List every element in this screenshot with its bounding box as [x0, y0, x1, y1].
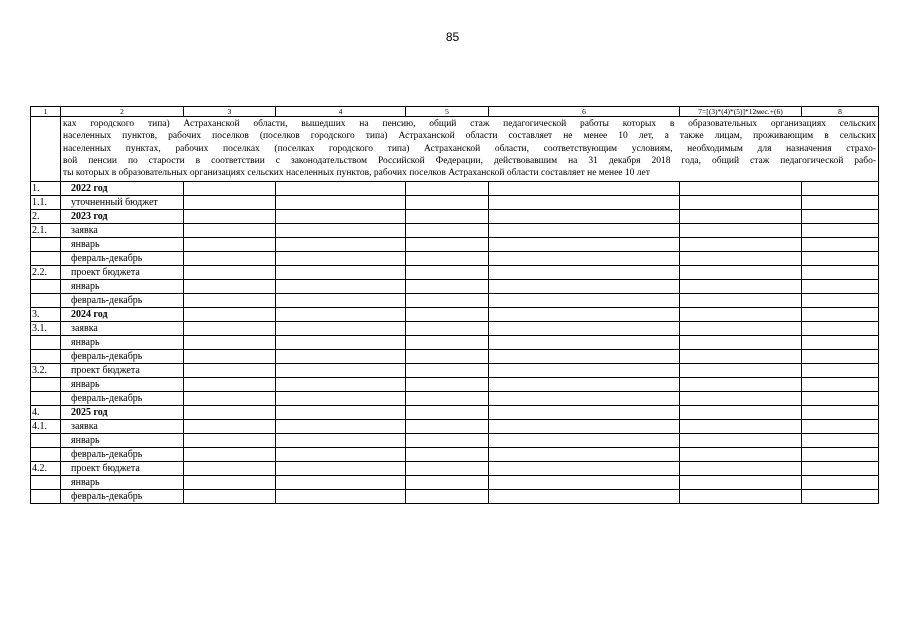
value-cell [489, 280, 680, 294]
value-cell [184, 350, 276, 364]
value-cell [802, 196, 879, 210]
column-number-cell: 6 [489, 107, 680, 117]
value-cell [406, 336, 489, 350]
value-cell [406, 238, 489, 252]
page-number: 85 [445, 30, 460, 44]
description-line: населенных пунктов, рабочих поселков (поселков городского типа) Астраханской области составляет не менее 10 лет, а также лицам, проживающим в сельских [63, 131, 876, 142]
value-cell [406, 378, 489, 392]
value-cell [680, 448, 802, 462]
value-cell [802, 448, 879, 462]
column-number-cell: 1 [31, 107, 61, 117]
row-label-cell: февраль-декабрь [61, 448, 184, 462]
value-cell [802, 476, 879, 490]
row-number-cell [31, 378, 61, 392]
description-cell [61, 117, 879, 182]
description-empty-cell [31, 117, 61, 182]
value-cell [489, 392, 680, 406]
row-label-cell: январь [61, 280, 184, 294]
value-cell [406, 294, 489, 308]
value-cell [489, 364, 680, 378]
value-cell [276, 182, 406, 196]
value-cell [406, 308, 489, 322]
table-row [31, 210, 879, 224]
table-row [31, 322, 879, 336]
table-row [31, 280, 879, 294]
value-cell [184, 294, 276, 308]
value-cell [680, 490, 802, 504]
value-cell [276, 196, 406, 210]
row-label-cell: заявка [61, 224, 184, 238]
value-cell [489, 490, 680, 504]
value-cell [680, 420, 802, 434]
row-number-cell [31, 252, 61, 266]
value-cell [489, 266, 680, 280]
column-number-cell: 4 [276, 107, 406, 117]
column-number-cell: 2 [61, 107, 184, 117]
table-row [31, 392, 879, 406]
row-number-cell: 1.1. [31, 196, 61, 210]
value-cell [802, 392, 879, 406]
row-label-cell: январь [61, 336, 184, 350]
value-cell [802, 308, 879, 322]
value-cell [680, 364, 802, 378]
value-cell [184, 308, 276, 322]
value-cell [680, 280, 802, 294]
column-formula-cell: 7=[(3)*(4)*(5)]*12мес.+(6) [680, 107, 802, 117]
value-cell [680, 266, 802, 280]
value-cell [184, 322, 276, 336]
row-label-cell: 2024 год [61, 308, 184, 322]
table-row [31, 336, 879, 350]
row-number-cell [31, 476, 61, 490]
value-cell [276, 406, 406, 420]
value-cell [184, 434, 276, 448]
table-row [31, 350, 879, 364]
row-label-cell: январь [61, 434, 184, 448]
row-number-cell [31, 238, 61, 252]
value-cell [489, 434, 680, 448]
table-row [31, 252, 879, 266]
value-cell [184, 392, 276, 406]
value-cell [406, 350, 489, 364]
value-cell [184, 420, 276, 434]
value-cell [680, 336, 802, 350]
value-cell [489, 448, 680, 462]
description-line: ты которых в образовательных организациях сельских населенных пунктов, рабочих поселков Астраханской области составляет не менее 10 лет [63, 168, 650, 179]
value-cell [276, 294, 406, 308]
description-row [31, 117, 879, 182]
value-cell [489, 238, 680, 252]
row-number-cell [31, 294, 61, 308]
table-row [31, 364, 879, 378]
value-cell [802, 238, 879, 252]
value-cell [489, 196, 680, 210]
row-label-cell: заявка [61, 420, 184, 434]
row-label-cell: проект бюджета [61, 266, 184, 280]
value-cell [802, 280, 879, 294]
value-cell [802, 224, 879, 238]
value-cell [276, 224, 406, 238]
table-row [31, 294, 879, 308]
value-cell [802, 210, 879, 224]
value-cell [406, 420, 489, 434]
row-number-cell: 3.1. [31, 322, 61, 336]
value-cell [680, 196, 802, 210]
value-cell [276, 350, 406, 364]
value-cell [406, 448, 489, 462]
value-cell [802, 420, 879, 434]
value-cell [406, 322, 489, 336]
value-cell [184, 476, 276, 490]
row-label-cell: февраль-декабрь [61, 252, 184, 266]
value-cell [680, 350, 802, 364]
value-cell [802, 350, 879, 364]
value-cell [680, 392, 802, 406]
value-cell [184, 266, 276, 280]
value-cell [489, 294, 680, 308]
value-cell [680, 210, 802, 224]
value-cell [406, 252, 489, 266]
table-row [31, 406, 879, 420]
description-line: вой пенсии по старости в соответствии с законодательством Российской Федерации, действовавшим на 31 декабря 2018 года, общий стаж педагогической рабо- [63, 155, 876, 166]
row-number-cell [31, 280, 61, 294]
value-cell [276, 308, 406, 322]
value-cell [489, 252, 680, 266]
value-cell [680, 434, 802, 448]
value-cell [680, 462, 802, 476]
value-cell [802, 294, 879, 308]
row-number-cell: 2. [31, 210, 61, 224]
row-label-cell: заявка [61, 322, 184, 336]
value-cell [406, 406, 489, 420]
value-cell [184, 364, 276, 378]
value-cell [489, 210, 680, 224]
value-cell [406, 280, 489, 294]
value-cell [406, 266, 489, 280]
row-number-cell [31, 392, 61, 406]
table-row [31, 476, 879, 490]
table-row [31, 490, 879, 504]
value-cell [406, 476, 489, 490]
value-cell [680, 182, 802, 196]
budget-table [30, 106, 879, 504]
value-cell [184, 224, 276, 238]
value-cell [276, 322, 406, 336]
value-cell [184, 252, 276, 266]
value-cell [184, 490, 276, 504]
column-number-cell: 8 [802, 107, 879, 117]
row-label-cell: январь [61, 238, 184, 252]
value-cell [276, 392, 406, 406]
table-row [31, 378, 879, 392]
row-label-cell: проект бюджета [61, 364, 184, 378]
table-row [31, 308, 879, 322]
value-cell [802, 252, 879, 266]
table-row [31, 420, 879, 434]
row-label-cell: 2025 год [61, 406, 184, 420]
value-cell [489, 350, 680, 364]
value-cell [406, 224, 489, 238]
table-row [31, 462, 879, 476]
row-label-cell: проект бюджета [61, 462, 184, 476]
row-label-cell: февраль-декабрь [61, 392, 184, 406]
row-number-cell [31, 490, 61, 504]
value-cell [184, 448, 276, 462]
value-cell [276, 280, 406, 294]
table-row [31, 434, 879, 448]
value-cell [184, 406, 276, 420]
value-cell [276, 266, 406, 280]
value-cell [489, 476, 680, 490]
value-cell [489, 406, 680, 420]
value-cell [489, 462, 680, 476]
value-cell [406, 196, 489, 210]
table-row [31, 266, 879, 280]
value-cell [406, 462, 489, 476]
table-row [31, 224, 879, 238]
row-number-cell: 4. [31, 406, 61, 420]
value-cell [184, 280, 276, 294]
value-cell [184, 238, 276, 252]
row-number-cell: 4.2. [31, 462, 61, 476]
value-cell [276, 420, 406, 434]
column-number-cell: 5 [406, 107, 489, 117]
table-row [31, 238, 879, 252]
value-cell [802, 182, 879, 196]
value-cell [276, 434, 406, 448]
row-label-cell: 2023 год [61, 210, 184, 224]
value-cell [489, 420, 680, 434]
value-cell [680, 294, 802, 308]
value-cell [184, 462, 276, 476]
row-number-cell [31, 448, 61, 462]
row-number-cell: 4.1. [31, 420, 61, 434]
table-row [31, 196, 879, 210]
value-cell [406, 182, 489, 196]
description-line: ках городского типа) Астраханской области, вышедших на пенсию, общий стаж педагогической работы которых в образовательных организациях сельских [63, 119, 876, 129]
value-cell [276, 336, 406, 350]
value-cell [680, 252, 802, 266]
value-cell [276, 490, 406, 504]
value-cell [802, 322, 879, 336]
value-cell [802, 336, 879, 350]
value-cell [680, 308, 802, 322]
value-cell [406, 490, 489, 504]
value-cell [680, 238, 802, 252]
row-number-cell: 2.1. [31, 224, 61, 238]
column-number-row [31, 107, 879, 117]
value-cell [276, 476, 406, 490]
value-cell [406, 434, 489, 448]
value-cell [406, 364, 489, 378]
value-cell [489, 378, 680, 392]
value-cell [276, 448, 406, 462]
value-cell [276, 252, 406, 266]
value-cell [184, 336, 276, 350]
value-cell [680, 476, 802, 490]
value-cell [802, 378, 879, 392]
value-cell [802, 462, 879, 476]
value-cell [802, 266, 879, 280]
row-number-cell: 3.2. [31, 364, 61, 378]
value-cell [276, 238, 406, 252]
row-label-cell: февраль-декабрь [61, 350, 184, 364]
value-cell [406, 210, 489, 224]
value-cell [802, 434, 879, 448]
row-label-cell: 2022 год [61, 182, 184, 196]
value-cell [276, 210, 406, 224]
value-cell [489, 224, 680, 238]
row-number-cell [31, 434, 61, 448]
value-cell [184, 378, 276, 392]
value-cell [680, 406, 802, 420]
row-number-cell: 3. [31, 308, 61, 322]
value-cell [184, 182, 276, 196]
value-cell [276, 364, 406, 378]
description-line: населенных пунктах, рабочих поселках (поселках городского типа) Астраханской области, соответствующим условиям, необходимым для назначения страхо- [63, 143, 876, 154]
row-number-cell: 2.2. [31, 266, 61, 280]
row-label-cell: февраль-декабрь [61, 490, 184, 504]
value-cell [276, 378, 406, 392]
value-cell [489, 336, 680, 350]
table-row [31, 182, 879, 196]
value-cell [489, 182, 680, 196]
value-cell [680, 378, 802, 392]
value-cell [489, 308, 680, 322]
value-cell [276, 462, 406, 476]
row-label-cell: февраль-декабрь [61, 294, 184, 308]
row-label-cell: январь [61, 476, 184, 490]
row-number-cell [31, 336, 61, 350]
value-cell [680, 322, 802, 336]
value-cell [802, 364, 879, 378]
row-label-cell: уточненный бюджет [61, 196, 184, 210]
value-cell [489, 322, 680, 336]
value-cell [184, 196, 276, 210]
table-row [31, 448, 879, 462]
row-number-cell [31, 350, 61, 364]
column-number-cell: 3 [184, 107, 276, 117]
value-cell [406, 392, 489, 406]
value-cell [680, 224, 802, 238]
row-number-cell: 1. [31, 182, 61, 196]
value-cell [802, 406, 879, 420]
row-label-cell: январь [61, 378, 184, 392]
value-cell [802, 490, 879, 504]
value-cell [184, 210, 276, 224]
